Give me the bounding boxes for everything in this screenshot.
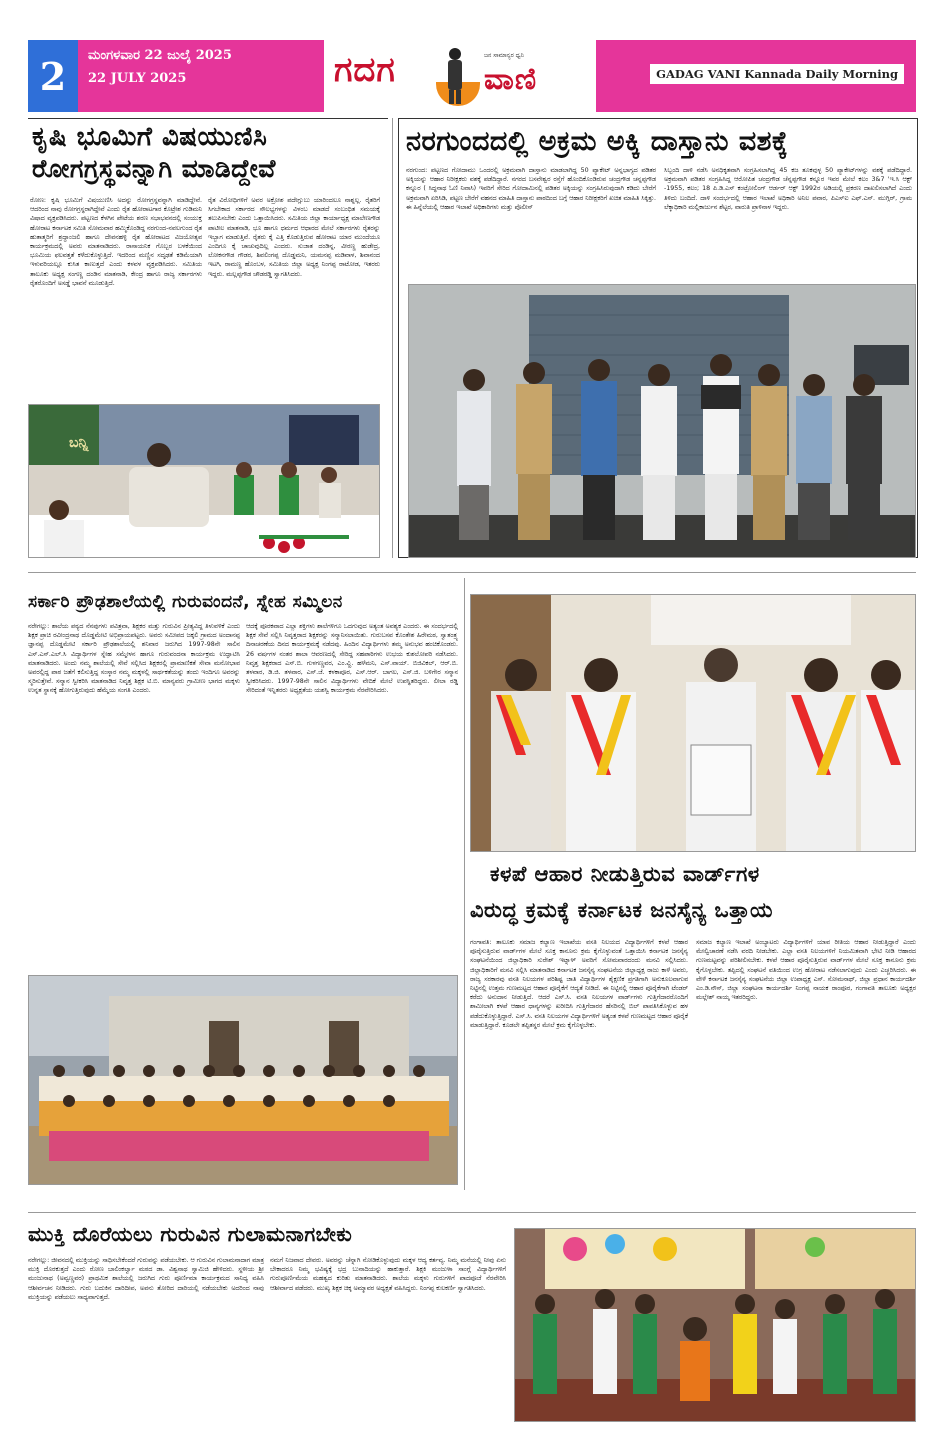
mukti-text-2: ನಮಗೆ ನಿಜವಾದ ದೇವರು. ಅವರನ್ನು ಚೆನ್ನಾಗಿ ನೋಡಿಕೊಳ್ಳುವುದು ಮಕ್ಕಳ ಆದ್ಯ ಕರ್ತವ್ಯ. ನಿಮ್ಮ ಮನೆಯಲ್ಲಿ ನೀವು ಏನು ಬೇಕಾದರೂ ನಿಮ್ಮ ಭವಿಷ್ಯಕ್ಕೆ ಭದ್ರ ಬುನಾದಿಯನ್ನು ಹಾಕುತ್ತಾರೆ. ಶಿಕ್ಷಕಿ ಮಂಜುಳಾ ಸಾಂಗ್ಲೆ ವಿದ್ಯಾರ್ಥಿಗಳಿಗೆ ಗುರುಪೂರ್ಣಿಮೆಯ ಮಹತ್ವದ ಕುರಿತು ಮಾತನಾಡಿದರು. ಶಾಲೆಯ ಮಕ್ಕಳು ಗುರುಗಳಿಗೆ ಪಾದಪೂಜೆ ನೆರವೇರಿಸಿ ಆಶೀರ್ವಾದ ಪಡೆದರು. ಮುಖ್ಯ ಶಿಕ್ಷಕ ಚಿಕ್ಕ ಅಮ್ಮಾವರ ಅಧ್ಯಕ್ಷತೆ ವಹಿಸಿದ್ದರು. ನಿಂಗಪ್ಪ ಕುಲಕರ್ಣಿ ಸ್ವಾಗತಿಸಿದರು. — [270, 1257, 506, 1292]
naragunda-column-2 — [664, 166, 912, 276]
kalape-column-2 — [696, 938, 916, 1190]
logo-tagline: ಜನ ಸಾಮಾನ್ಯರ ಧ್ವನಿ — [484, 52, 524, 59]
mukti-headline: ಮುಕ್ತಿ ದೊರೆಯಲು ಗುರುವಿನ ಗುಲಾಮನಾಗಬೇಕು — [28, 1222, 353, 1246]
naragunda-text-2: ಸಿಬ್ಬಂದಿ ದಾಳಿ ನಡೆಸಿ ಅನಧಿಕೃತವಾಗಿ ಸಂಗ್ರಹಿಸಲಾಗಿದ್ದ 45 ಕಜ ತೂಕವುಳ್ಳ 50 ಪ್ಯಾಕೇಟ್‌ಗಳನ್ನು ವಶಕ್ಕೆ ಪಡೆದಿದ್ದಾರೆ. ಅಕ್ರಮವಾಗಿ ಪಡಿತರ ಸಂಗ್ರಹಿಸಿದ್ದ ಆರೋಪಿತ ಚಂದ್ರಗೌಡ ಚೆನ್ನಪ್ಪಗೌಡ ಕನ್ನೂರ ಇವರ ಮೇಲೆ ಕಲಂ 3&7 'ಇ.ಸಿ ಆಕ್ಟ್ -1955, ಕಲಂ; 18 ಪಿ.ಡಿ.ಎಸ್ ಕಂಟ್ರೋಲಿಂಗ್ ಆರ್ಡರ್ ಆಕ್ಟ್ 1992ರ ಅಡಿಯಲ್ಲಿ ಪ್ರಕರಣ ದಾಖಲಿಸಲಾಗಿದೆ ಎಂದು ತಿಳಿದು ಬಂದಿದೆ. ದಾಳಿ ಸಂದರ್ಭದಲ್ಲಿ ಆಹಾರ ಇಲಾಖೆ ಅಧಿಕಾರಿ ಅನಿಲ ಪವಾರ, ಪಿಎಸ್‌ಐ ಎಫ್.ಎಸ್. ಮುಗ್ಗಿರ್‌, ಗ್ರಾಮ ಲೆಕ್ಕಾಧಿಕಾರಿ ಮಲ್ಲಿಕಾರ್ಜುನ ಶೆಟ್ಟರ, ವಾರುತಿ ಪ್ರಾಳಿನಾಳ ಇದ್ದರು. — [664, 167, 912, 211]
kalape-text-2: ಸಮಾಜ ಕಲ್ಯಾಣ ಇಲಾಖೆ ಅಂಬ್ಯಾಟರು ವಿದ್ಯಾರ್ಥಿಗಳಿಗೆ ಯಾವ ರೀತಿಯ ಆಹಾರ ನೀಡುತ್ತಿದ್ದಾರೆ ಎಂದು ಮೇಲ್ವಿಚಾರಣೆ ನಡೆಸಿ ವರದಿ ನೀಡಬೇಕು. ಎಲ್ಲಾ ವಸತಿ ನಿಲಯಗಳಿಗೆ ನಿಯಮಿತವಾಗಿ ಭೇಟಿ ನೀಡಿ ಆಹಾರದ ಗುಣಮಟ್ಟವನ್ನು ಪರಿಶೀಲಿಸಬೇಕು. ಕಳಪೆ ಆಹಾರ ಪೂರೈಸುತ್ತಿರುವ ವಾರ್ಡ್‌ಗಳ ಮೇಲೆ ಸೂಕ್ತ ಕಾನೂನು ಕ್ರಮ ಕೈಗೊಳ್ಳಬೇಕು. ತಪ್ಪಿದಲ್ಲಿ ಸಂಘಟನೆ ವತಿಯಿಂದ ಉಗ್ರ ಹೋರಾಟ ನಡೆಸಲಾಗುವುದು ಎಂದು ಎಚ್ಚರಿಸಿದರು. ಈ ವೇಳೆ ಕರ್ನಾಟಕ ಜನಸೈನ್ಯ ಸಂಘಟನೆಯ ಜಿಲ್ಲಾ ಉಪಾಧ್ಯಕ್ಷ ಎಸ್. ಸೋಮನಾಥ್, ಜಿಲ್ಲಾ ಪ್ರಧಾನ ಕಾರ್ಯದರ್ಶಿ ಎಂ.ಡಿ.ನೌಸ್, ಜಿಲ್ಲಾ ಸಂಘಟನಾ ಕಾರ್ಯದರ್ಶಿ ನಿಂಗಪ್ಪ ನಾಯಕ ರಾಂಪೂರ, ಗಂಗಾವತಿ ತಾಲೂಕು ಅಧ್ಯಕ್ಷರ ಮಲ್ಲೇಶ್ ನಾಯ್ಕ ಇತರರಿದ್ದರು. — [696, 939, 916, 1002]
naragunda-headline: ನರಗುಂದದಲ್ಲಿ ಅಕ್ರಮ ಅಕ್ಕಿ ದಾಸ್ತಾನು ವಶಕ್ಕೆ — [406, 126, 789, 157]
mukti-column-1 — [28, 1256, 264, 1424]
naragunda-officials-scene — [409, 285, 916, 558]
mukti-text-1: ನರೇಗಲ್ಲು: ಜೀವನದಲ್ಲಿ ಮುಕ್ತಿಯನ್ನು ಸಾಧಿಸಬೇಕೆಂದರೆ ಗುರುವನ್ನು ಪಡೆಯಬೇಕು. ಆ ಗುರುವಿನ ಗುಲಾಮನಾದಾಗ ಮಾತ್ರ ಮುಕ್ತಿ ದೊರಕುತ್ತದೆ ಎಂದು ರೋಣ ಬಾಲಿಂಕರ್ಲ್ವಾ ಮಠದ ಡಾ. ವಿಶ್ವನಾಥ ಸ್ವಾಮಿಜಿ ಹೇಳಿದರು. ಸ್ಥಳೀಯ ಶ್ರೀ ಮಂಜುನಾಥ (ಅವ್ವಣ್ಣವರ) ಪ್ರಾಥಮಿಕ ಶಾಲೆಯಲ್ಲಿ ಜರುಗಿದ ಗುರು ಪೂರ್ಣಿಮಾ ಕಾರ್ಯಕ್ರಮದ ಸಾನಿಧ್ಯ ವಹಿಸಿ ಆಶೀರ್ವಚನ ನೀಡಿದರು. ಗುರು ಬದುಕಿನ ದಾರಿದೀಪ, ಅವನು ತೋರಿದ ದಾರಿಯಲ್ಲಿ ನಡೆಯಬೇಕು ಅದರಿಂದ ನಾವು ಮುಕ್ತಿಯನ್ನು ಪಡೆಯಲು ಸಾಧ್ಯವಾಗುತ್ತದೆ. — [28, 1257, 264, 1301]
sarkari-group-scene — [29, 976, 458, 1185]
section-divider-2 — [28, 1212, 916, 1213]
newspaper-logo — [324, 40, 596, 112]
paper-name-box — [596, 40, 916, 112]
krishi-column-2 — [208, 196, 380, 396]
section-divider-1 — [28, 572, 916, 573]
date-box — [78, 40, 324, 112]
logo-figure-icon — [442, 46, 468, 104]
naragunda-photo — [408, 284, 916, 558]
sarkari-headline: ಸರ್ಕಾರಿ ಪ್ರೌಢಶಾಲೆಯಲ್ಲಿ ಗುರುವಂದನೆ, ಸ್ನೇಹ ಸಮ್ಮಿಲನ — [28, 592, 343, 612]
kalape-headline-2: ವಿರುದ್ಧ ಕ್ರಮಕ್ಕೆ ಕರ್ನಾಟಕ ಜನಸೈನ್ಯ ಒತ್ತಾಯ — [470, 898, 773, 922]
kalape-photo — [470, 594, 916, 852]
masthead — [28, 40, 916, 112]
kalape-text-1: ಗಂಗಾವತಿ: ತಾಲೂಕು ಸಮಾಜ ಕಲ್ಯಾಣ ಇಲಾಖೆಯ ವಸತಿ ನಿಲಯದ ವಿದ್ಯಾರ್ಥಿಗಳಿಗೆ ಕಳಪೆ ಆಹಾರ ಪೂರೈಸುತ್ತಿರುವ ವಾರ್ಡ್‌ಗಳ ಮೇಲೆ ಸೂಕ್ತ ಕಾನೂನು ಕ್ರಮ ಕೈಗೊಳ್ಳುವಂತೆ ಒತ್ತಾಯಿಸಿ ಕರ್ನಾಟಕ ಜನಸೈನ್ಯ ಸಂಘಟನೆಯಿಂದ ಜಿಲ್ಲಾಧಿಕಾರಿ ಸುರೇಶ್ ಇಟ್ನಾಳ್ ಅವರಿಗೆ ಸೋಮವಾರದಂದು ಮನವಿ ಸಲ್ಲಿಸಿದರು. ಜಿಲ್ಲಾಧಿಕಾರಿಗೆ ಮನವಿ ಸಲ್ಲಿಸಿ ಮಾತನಾಡಿದ ಕರ್ನಾಟಕ ಜನಸೈನ್ಯ ಸಂಘಟನೆಯ ಜಿಲ್ಲಾಧ್ಯಕ್ಷ ರಾಜು ಕಾಳೆ ಅವರು, ರಾಜ್ಯ ಸರಕಾರವು ವಸತಿ ನಿಲಯಗಳ ಪರಿಶಿಷ್ಟ ಜಾತಿ ವಿದ್ಯಾರ್ಥಿಗಳ ಶೈಕ್ಷಣಿಕ ಪ್ರಗತಿಗಾಗಿ ಅನುಕೂಲವಾಗುವ ನಿಟ್ಟಿನಲ್ಲಿ ಉತ್ತಮ ಗುಣಮಟ್ಟದ ಆಹಾರ ಪೂರೈಕೆಗೆ ಆದ್ಯತೆ ನೀಡಿದೆ. ಈ ನಿಟ್ಟಿನಲ್ಲಿ ಆಹಾರ ಪೂರೈಕೆಗಾಗಿ ಟೆಂಡರ್ ಕರೆದು ಅನುದಾನ ನೀಡುತ್ತಿದೆ. ಆದರೆ ಎಸ್.ಸಿ. ವಸತಿ ನಿಲಯಗಳ ವಾರ್ಡ್‌ಗಳು ಗುತ್ತಿಗೆದಾರರೊಂದಿಗೆ ಶಾಮೀಲಾಗಿ ಕಳಪೆ ಆಹಾರ ಧಾನ್ಯಗಳನ್ನು ಖರೀದಿಸಿ ಗುತ್ತಿಗೆದಾರರ ಹೆಸರಿನಲ್ಲಿ ಬಿಲ್ ಪಾವತಿಸಿಕೊಳ್ಳುವ ಹಳ ಪಡೆದುಕೊಳ್ಳುತ್ತಿದ್ದಾರೆ. ಎಸ್.ಸಿ. ವಸತಿ ನಿಲಯಗಳ ವಿದ್ಯಾರ್ಥಿಗಳಿಗೆ ಅತ್ಯಂತ ಕಳಪೆ ಗುಣಮಟ್ಟದ ಆಹಾರ ಪೂರೈಕೆ ಮಾಡುತ್ತಿದ್ದಾರೆ. ಕೂಡಲೇ ತಪ್ಪಿತಸ್ಥರ ಮೇಲೆ ಕ್ರಮ ಕೈಗೊಳ್ಳಬೇಕು. — [470, 939, 688, 1029]
column-divider-2 — [464, 578, 465, 1190]
kalape-headline-1: ಕಳಪೆ ಆಹಾರ ನೀಡುತ್ತಿರುವ ವಾರ್ಡ್‌ಗಳ — [490, 862, 760, 886]
mukti-photo — [514, 1228, 916, 1422]
logo-text-right: ವಾಣಿ — [484, 62, 538, 97]
mukti-ceremony-scene — [515, 1229, 916, 1422]
sarkari-column-1 — [28, 622, 240, 962]
krishi-meeting-scene — [29, 405, 380, 558]
sarkari-column-2 — [246, 622, 458, 962]
column-divider — [392, 118, 393, 558]
krishi-column-1 — [30, 196, 202, 396]
logo-text-left: ಗದಗ — [334, 50, 396, 90]
date-kannada: ಮಂಗಳವಾರ 22 ಜುಲೈ 2025 — [88, 48, 232, 63]
sarkari-text-1: ನರೇಗಲ್ಲು: ಶಾಲೆಯ ಪಠ್ಯದ ನೆನಪುಗಳು ಪವಿತ್ರವಾ, ಶಿಕ್ಷಕರ ಮತ್ತು ಗುರುವಿನ ಪ್ರೀತ್ಯವಿದ್ದ ತಿಳುವಳಿಕೆ ಎಂದು ಶಿಕ್ಷಕ ಪ್ರಾಚಿ ರವೀಂದ್ರನಾಥ ದೊಡ್ಡಮೇಟಿ ಅಭಿಪ್ರಾಯಪಟ್ಟರು. ಅವರು ಸಮೀಪದ ಜಕ್ಕಲಿ ಗ್ರಾಮದ ಅಂದಾನಪ್ಪ ಜ್ಞಾನಪ್ಪ ದೊಡ್ಡಮೇಟಿ ಸರ್ಕಾರಿ ಪ್ರೌಢಶಾಲೆಯಲ್ಲಿ ಶನಿವಾರ ಜರುಗಿದ 1997-98ನೇ ಸಾಲಿನ ಎಸ್.ಎಸ್.ಎಲ್.ಸಿ ವಿದ್ಯಾರ್ಥಿಗಳ ಸ್ನೇಹ ಸಮ್ಮೇಳನ ಹಾಗೂ ಗುರುವಂದನಾ ಕಾರ್ಯಕ್ರಮ ಉದ್ಘಾಟಿಸಿ ಮಾತನಾಡಿದರು. ಅಂದು ನಮ್ಮ ಶಾಲೆಯಲ್ಲಿ ಸೇವೆ ಸಲ್ಲಿಸಿದ ಶಿಕ್ಷಕರಲ್ಲಿ ಪ್ರಾಮಾಣಿಕತೆ ಸೇವಾ ಮನೋಭಾವ ಅವರಲ್ಲಿದ್ದ ಪಾಠ ಜತೆಗೆ ಕಲಿಸುತ್ತಿದ್ದ ಸಂಸ್ಕಾರ ನಮ್ಮ ಮಕ್ಕಳಲ್ಲಿ ಸಾರ್ಥಕತೆಯನ್ನು ತಂದು ಇಂದಿಗೂ ಅವರನ್ನು ಸ್ಮರಿಸುತ್ತೇವೆ. ಸನ್ಮಾನ ಸ್ವೀಕರಿಸಿ ಮಾತನಾಡಿದ ನಿವೃತ್ತ ಶಿಕ್ಷಕ ಟಿ.ಬಿ. ಮಾನ್ಯವರು ಗ್ರಾಮೀಣ ಭಾಗದ ಮಕ್ಕಳು ಉನ್ನತ ಸ್ಥಾನಕ್ಕೆ ಹೋಗುತ್ತಿರುವುದು ಹೆಮ್ಮೆಯ ಸಂಗತಿ ಎಂದರು. — [28, 623, 240, 695]
page-number: 2 — [28, 40, 78, 112]
sarkari-text-2: ಆದಕ್ಕೆ ಪೂರಕವಾದ ಎಲ್ಲಾ ಶಕ್ತಿಗಳು ಶಾಲೆಗಳಿಗೂ ಒದಗುವುದ ಅತ್ಯಂತ ಅವಶ್ಯಕ ಎಂದರು. ಈ ಸಂದರ್ಭದಲ್ಲಿ ಶಿಕ್ಷಕ ಸೇವೆ ಸಲ್ಲಿಸಿ ನಿವೃತ್ತರಾದ ಶಿಕ್ಷಕರನ್ನು ಸನ್ಮಾನಿಸಲಾಯಿತು. ಗುರುಬಸವ ಕೊಂತೇಶ ಹಿರೇಮಠ, ಸ್ವಾತಂತ್ರ್ಯ ದಿನಾಚರಣೆಯ ದಿನದ ಕಾರ್ಯಕ್ರಮಕ್ಕೆ ನಡೆದವು. ಹಿಂದಿನ ವಿದ್ಯಾರ್ಥಿಗಳು ತಮ್ಮ ಅನುಭವ ಹಂಚಿಕೊಂಡರು. 26 ವರ್ಷಗಳ ನಂತರ ಶಾಲಾ ಆವರಣದಲ್ಲಿ ಸೇರಿದ್ದ ಸಹಪಾಠಿಗಳು ಉಭಯ ಕುಶಲೋಪರಿ ನಡೆಸಿದರು. ನಿವೃತ್ತ ಶಿಕ್ಷಕರಾದ ಎಸ್.ಬಿ. ಗುಳಗಣ್ಣವರ, ಎಂ.ವ್ಹಿ. ಹಳೆಮನಿ, ಎಸ್.ವಾಯ್. ಬಿಜಿವಿಕಲ್, ಆರ್.ಬಿ. ತಳವಾರ, ಡಿ.ಜಿ. ತಳವಾರ, ಎಸ್.ಜೆ. ಕಳಕಾಪೂರ, ಎಸ್.ಆರ್. ಬಾಗಲ, ಎಸ್.ಜಿ. ಬಳಿಗೇರ ಸನ್ಮಾನ ಸ್ವೀಕರಿಸಿದರು. 1997-98ನೇ ಸಾಲಿನ ವಿದ್ಯಾರ್ಥಿಗಳು ವೇದಿಕೆ ಮೇಲೆ ಉಪಸ್ಥಿತರಿದ್ದರು. ಲೀಲಾ ರಡ್ಡಿ ಸೇರಿದಂತೆ ಇನ್ನಿತರರು ಅಧ್ಯಕ್ಷತೆಯ ಯಶಸ್ವಿ ಕಾರ್ಯಕ್ರಮ ನೆರವೇರಿಸಿದರು. — [246, 623, 458, 695]
kalape-column-1 — [470, 938, 688, 1190]
krishi-headline-2: ರೋಗಗ್ರಸ್ಥವನ್ನಾಗಿ ಮಾಡಿದ್ದೇವೆ — [32, 154, 276, 183]
naragunda-column-1 — [406, 166, 656, 276]
krishi-photo — [28, 404, 380, 558]
krishi-text-1: ರೋಣ: ಕೃಷಿ ಭೂಮಿಗೆ ವಿಷಯುಣಿಸಿ ಅದನ್ನು ರೋಗಗ್ರಸ್ಥವನ್ನಾಗಿ ಮಾಡಿದ್ದೇವೆ. ಆದರಿಂದ ನಾವು ರೋಗಗ್ರಸ್ಥರಾಗಿದ್ದೇವೆ ಎಂದು ರೈತ ಹೋರಾಟಗಾರ ಕೊಟ್ರೇಶ ಗುಡಿಮನಿ ವಿಷಾದ ವ್ಯಕ್ತಪಡಿಸಿದರು. ಪಟ್ಟಣದ ಕೆಳಗಿನ ಪೇಟೆಯ ಶರಣ ಸಭಾಭವನದಲ್ಲಿ ಸಂಯುಕ್ತ ಹೋರಾಟ ಕರ್ನಾಟಕ ಸಮಿತಿ ಸೋಮವಾರ ಹಮ್ಮಿಕೊಂಡಿದ್ದ ನರಗುಂದ-ನವಲಗುಂದ ರೈತ ಹುತಾತ್ಮರಿಗೆ ಶ್ರದ್ಧಾಂಜಲಿ ಹಾಗೂ ದೇವನಹಳ್ಳಿ ರೈತ ಹೋರಾಟದ ವಿಜಯೋತ್ಸವ ಕಾರ್ಯಕ್ರಮದಲ್ಲಿ ಅವರು ಮಾತನಾಡಿದರು. ರಾಸಾಯನಿಕ ಗೊಬ್ಬರ ಬಳಕೆಯಿಂದ ಭೂಮಿಯ ಫಲವತ್ತತೆ ಕಳೆದುಕೊಳ್ಳುತ್ತಿದೆ. ಇದರಿಂದ ಮಣ್ಣಿನ ಸದೃಢತೆ ಕಡಿಮೆಯಾಗಿ ಇಳುವರಿಯಲ್ಲೂ ಕುಸಿತ ಕಾಣುತ್ತದೆ ಎಂದು ಕಳವಳ ವ್ಯಕ್ತಪಡಿಸಿದರು. ಸಮಿತಿಯ ತಾಲೂಕು ಅಧ್ಯಕ್ಷ ಸಂಗಣ್ಣ ದಂಡಿನ ಮಾತನಾಡಿ, ಕೇಂದ್ರ ಹಾಗೂ ರಾಜ್ಯ ಸರ್ಕಾರಗಳು ರೈತರೊಂದಿಗೆ ಅಸಡ್ಡೆ ಭಾವನೆ ಮೂಡುತ್ತಿದೆ. — [30, 197, 202, 287]
kalape-memorandum-scene — [471, 595, 916, 852]
sarkari-photo — [28, 975, 458, 1185]
krishi-headline-1: ಕೃಷಿ ಭೂಮಿಗೆ ವಿಷಯುಣಿಸಿ — [32, 122, 268, 152]
naragunda-text-1: ನರಗುಂದ: ಪಟ್ಟಣದ ಗೋದಾಮು ಒಂದರಲ್ಲಿ ಅಕ್ರಮವಾಗಿ ದಾಸ್ತಾನು ಮಾಡಲಾಗಿದ್ದ 50 ಪ್ಯಾಕೇಟ್ ಅನ್ನಭಾಗ್ಯದ ಪಡಿತರ ಅಕ್ಕಿಯನ್ನು ಆಹಾರ ನಿರೀಕ್ಷಕರು ವಶಕ್ಕೆ ಪಡೆದಿದ್ದಾರೆ. ನಗರದ ಬಸವೇಶ್ವರ ರಸ್ತೆಗೆ ಹೊಂದಿಕೊಂಡಿರುವ ಚಂದ್ರಗೌಡ ಚನ್ನಪ್ಪಗೌಡ ಕನ್ನೂರ ( ಸಿದ್ಧನಾಥ ಓಣಿ ನಿವಾಸಿ) ಇವರಿಗೆ ಸೇರಿದ ಗೋದಾಮಿನಲ್ಲಿ ಪಡಿತರ ಅಕ್ಕಿಯನ್ನು ಸಂಗ್ರಹಿಸಿರುವುದಾಗಿ ಕಡಿದು ಬೇರೆಗೆ ಅಕ್ರಮವಾಗಿ ಏರಿಸಿಡಿ, ಪಟ್ಟಣ ಬೇರೆಗೆ ವಹನದ ಮಾಹಿತಿ ದಾಸ್ತಾನು ಪಾಠದಿಂದ ಬಗ್ಗೆ ಆಹಾರ ನಿರೀಕ್ಷಕರಿಗೆ ಖಚಿತ ಮಾಹಿತಿ ಸಿಕ್ಕಿತ್ತು. ಈ ಹಿನ್ನೆಲೆಯಲ್ಲಿ ಆಹಾರ ಇಲಾಖೆ ಅಧಿಕಾರಿಗಳು ಮತ್ತು ಪೊಲೀಸ್ — [406, 167, 656, 211]
paper-name: GADAG VANI Kannada Daily Morning — [650, 64, 904, 84]
mukti-column-2 — [270, 1256, 506, 1424]
krishi-banner-text: ಬನ್ನಿ — [69, 435, 89, 451]
date-english: 22 JULY 2025 — [88, 71, 187, 86]
krishi-text-2: ರೈತ ವಿರೋಧಿಗಳಿಗೆ ಅವರ ಅಕ್ರೋಶ ಪದೇಗ್ಲುಬು ಯಾರಿಂದಲೂ ನಾಶ್ನಲ್ಲ. ರೈತರಿಗೆ ಸಿಗಬೇಕಾದ ಸರ್ಕಾರದ ಸೌಲಭ್ಯಗಳನ್ನು ವಿಳಂಬ ಮಾಡದೆ ಸಂಬಂಧಿತ ಸಮಯಕ್ಕೆ ತಲುಪಿಸಬೇಕು ಎಂದು ಒತ್ತಾಯಿಸಿದರು. ಸಮಿತಿಯ ಜಿಲ್ಲಾ ಕಾರ್ಯಾಧ್ಯಕ್ಷ ಮಾಲೇಣಗೌಡ ಪಾಟೀಲ ಮಾತನಾಡಿ, ಭೂ ಹಾಗೂ ಧರ್ಮದ ಆಧಾರದ ಮೇಲೆ ಸರ್ಕಾರಗಳು ರೈತರನ್ನು ಇಬ್ಭಾಗ ಮಾಡುತ್ತಿವೆ. ರೈತರು ಕೈ ಎತ್ತಿ ಕೊಡುತ್ತಿರುವ ಹೋರಾಟ ಯಾರ ಮುಂದೆಯೂ ಎಂದಿಗೂ ಕೈ ಚಾಚುವುದಿಲ್ಲ ಎಂದರು. ಸುಜಾತ ದಂಡಿನ್ನ, ವೀರಣ್ಣ ಹುಡೇದ್ರ, ಲೋಕನಗೌಡ ಗೌಡರ, ಶಿವಲಿಂಗಪ್ಪ ದೊಡ್ಡಮನಿ, ಯಮನಪ್ಪ ಮಡಿವಾಳ, ಶಿವಾನಂದ ಇಟಗಿ, ರಾಮಣ್ಣ ಹೊಂಬಳ, ಸಮಿತಿಯ ಜಿಲ್ಲಾ ಅಧ್ಯಕ್ಷ ನಿಂಗಪ್ಪ ರಾಟೋಡ, ಇತರರು ಇದ್ದರು. ಮಲ್ಲಪ್ಪಗೌಡ ಚೌಡರಡ್ಡಿ ಸ್ವಾಗತಿಸಿದರು. — [208, 197, 380, 278]
